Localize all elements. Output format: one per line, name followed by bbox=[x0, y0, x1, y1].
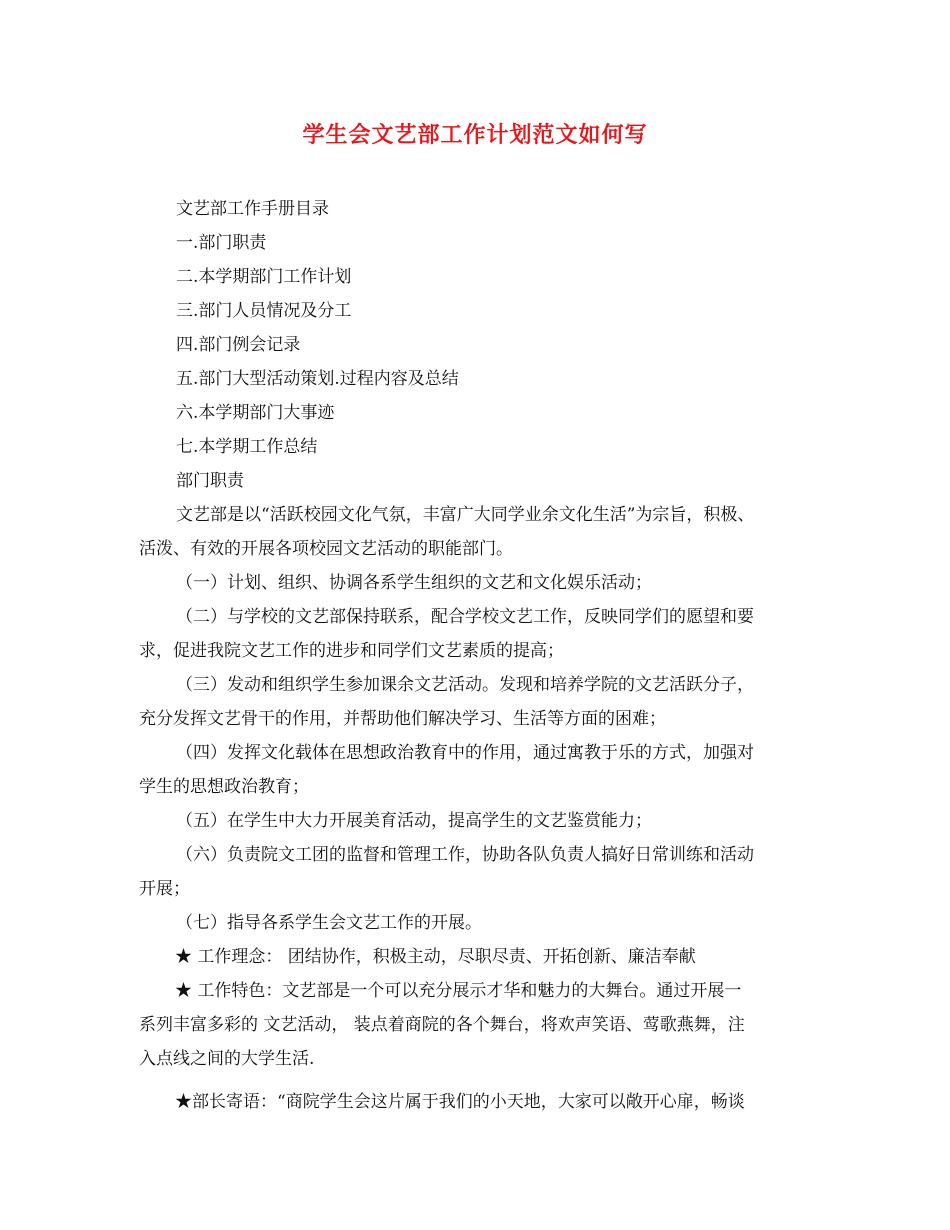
paragraph-gap bbox=[139, 1076, 829, 1085]
work-feature-continuation: 入点线之间的大学生活. bbox=[139, 1049, 315, 1069]
toc-item: 五.部门大型活动策划.过程内容及总结 bbox=[176, 369, 459, 389]
duty-item: （三）发动和组织学生参加课余文艺活动。发现和培养学院的文艺活跃分子， bbox=[176, 675, 754, 695]
duty-item-continuation: 充分发挥文艺骨干的作用，并帮助他们解决学习、生活等方面的困难； bbox=[139, 709, 666, 729]
duty-item-continuation: 学生的思想政治教育； bbox=[139, 777, 309, 797]
toc-heading: 文艺部工作手册目录 bbox=[176, 199, 329, 219]
work-feature: ★ 工作特色：文艺部是一个可以充分展示才华和魅力的大舞台。通过开展一 bbox=[175, 981, 742, 1001]
minister-message: ★部长寄语：“商院学生会这片属于我们的小天地，大家可以敞开心扉，畅谈 bbox=[175, 1092, 745, 1112]
duty-item: （六）负责院文工团的监督和管理工作，协助各队负责人搞好日常训练和活动 bbox=[176, 845, 754, 865]
duty-item-continuation: 开展； bbox=[139, 879, 190, 899]
duty-item: （五）在学生中大力开展美育活动，提高学生的文艺鉴赏能力； bbox=[176, 811, 652, 831]
paragraph-line: 活泼、有效的开展各项校园文艺活动的职能部门。 bbox=[139, 539, 513, 559]
work-feature-continuation: 系列丰富多彩的 文艺活动， 装点着商院的各个舞台，将欢声笑语、莺歌燕舞，注 bbox=[139, 1015, 745, 1035]
document-title: 学生会文艺部工作计划范文如何写 bbox=[302, 123, 648, 148]
duty-item: （一）计划、组织、协调各系学生组织的文艺和文化娱乐活动； bbox=[176, 573, 652, 593]
duty-item: （七）指导各系学生会文艺工作的开展。 bbox=[176, 913, 482, 933]
duty-item-continuation: 求，促进我院文艺工作的进步和同学们文艺素质的提高； bbox=[139, 641, 564, 661]
toc-item: 七.本学期工作总结 bbox=[176, 437, 318, 457]
toc-item: 三.部门人员情况及分工 bbox=[176, 301, 352, 321]
duty-item: （二）与学校的文艺部保持联系，配合学校文艺工作，反映同学们的愿望和要 bbox=[176, 607, 754, 627]
toc-item: 一.部门职责 bbox=[176, 233, 267, 253]
document-body bbox=[139, 192, 829, 1119]
toc-item: 六.本学期部门大事迹 bbox=[176, 403, 335, 423]
work-concept: ★ 工作理念： 团结协作，积极主动，尽职尽责、开拓创新、廉洁奉献 bbox=[175, 947, 696, 967]
paragraph-line: 文艺部是以“活跃校园文化气氛，丰富广大同学业余文化生活”为宗旨，积极、 bbox=[176, 505, 755, 525]
toc-item: 二.本学期部门工作计划 bbox=[176, 267, 352, 287]
section-heading: 部门职责 bbox=[176, 471, 244, 491]
toc-item: 四.部门例会记录 bbox=[176, 335, 301, 355]
duty-item: （四）发挥文化载体在思想政治教育中的作用，通过寓教于乐的方式，加强对 bbox=[176, 743, 754, 763]
